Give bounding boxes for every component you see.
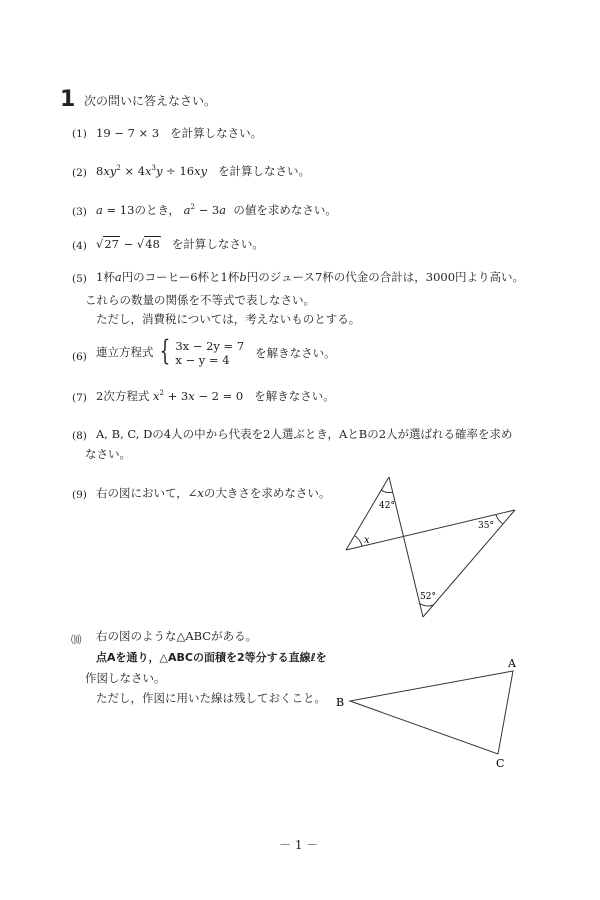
- question-4-expression: √27 − √48: [96, 237, 160, 251]
- triangle-abc: [350, 671, 513, 754]
- question-4-instruction: を計算しなさい。: [171, 237, 264, 251]
- section-title: 次の問いに答えなさい。: [84, 94, 217, 108]
- question-8-line-2: なさい。: [85, 447, 131, 461]
- question-7-prefix: 2次方程式: [96, 389, 150, 403]
- question-number-1: (1): [72, 128, 87, 140]
- question-9-prefix: 右の図において，∠: [96, 486, 198, 500]
- question-number-2: (2): [72, 167, 87, 179]
- question-3-instruction: の値を求めなさい。: [233, 203, 337, 217]
- question-number-6: (6): [72, 351, 87, 363]
- question-number-7: (7): [72, 392, 87, 404]
- question-3-mid: のとき，: [134, 203, 180, 217]
- question-6-instruction: を解きなさい。: [255, 346, 336, 360]
- question-1-instruction: を計算しなさい。: [170, 126, 263, 140]
- label-a: A: [508, 657, 516, 670]
- question-2-instruction: を計算しなさい。: [218, 164, 311, 178]
- question-5-line-2: これらの数量の関係を不等式で表しなさい。: [85, 293, 315, 307]
- section-number: 1: [60, 87, 76, 112]
- fig9-angle-x: x: [364, 535, 370, 546]
- fig9-angle-right: 35°: [478, 521, 494, 531]
- question-10-line-2: 点Aを通り，△ABCの面積を2等分する直線ℓを: [96, 651, 327, 664]
- question-1-expression: 19 − 7 × 3: [96, 126, 160, 140]
- label-c: C: [496, 757, 505, 770]
- question-5-line-1: 1杯a円のコーヒー6杯と1杯b円のジュース7杯の代金の合計は，3000円より高い。: [96, 270, 525, 284]
- equation-2: x − y = 4: [175, 353, 230, 367]
- question-3-expression: $a^2 - 3a$: [183, 203, 227, 217]
- fig9-angle-bottom: 52°: [420, 592, 436, 602]
- label-b: B: [336, 696, 345, 709]
- question-number-4: (4): [72, 240, 87, 252]
- question-3-condition: a = 13: [96, 203, 135, 217]
- question-7-equation: $x^2 + 3x - 2 = 0$: [152, 389, 244, 403]
- question-number-9: (9): [72, 489, 87, 501]
- question-2-expression: $8xy^2 \times 4x^3y \div 16xy$: [96, 164, 208, 178]
- question-10-line-3: 作図しなさい。: [85, 671, 166, 685]
- question-6-prefix: 連立方程式: [96, 345, 154, 359]
- equation-1: 3x − 2y = 7: [175, 339, 245, 353]
- question-number-10: ⑽: [71, 634, 82, 646]
- question-number-5: (5): [72, 273, 87, 285]
- question-10-line-4: ただし，作図に用いた線は残しておくこと。: [96, 691, 326, 705]
- fig9-angle-top: 42°: [379, 501, 395, 511]
- question-number-3: (3): [72, 206, 87, 218]
- question-9-instruction: の大きさを求めなさい。: [203, 486, 331, 500]
- question-5-line-3: ただし，消費税については，考えないものとする。: [96, 312, 361, 326]
- question-8-line-1: A, B, C, Dの4人の中から代表を2人選ぶとき，AとBの2人が選ばれる確率を求め: [96, 427, 513, 441]
- page-number: － 1 －: [279, 838, 319, 852]
- question-7-instruction: を解きなさい。: [254, 389, 335, 403]
- question-number-8: (8): [72, 430, 87, 442]
- brace-symbol: {: [159, 334, 170, 367]
- question-10-line-1: 右の図のような△ABCがある。: [96, 629, 258, 643]
- question-9: 右の図において，∠xの大きさを求めなさい。: [96, 486, 331, 500]
